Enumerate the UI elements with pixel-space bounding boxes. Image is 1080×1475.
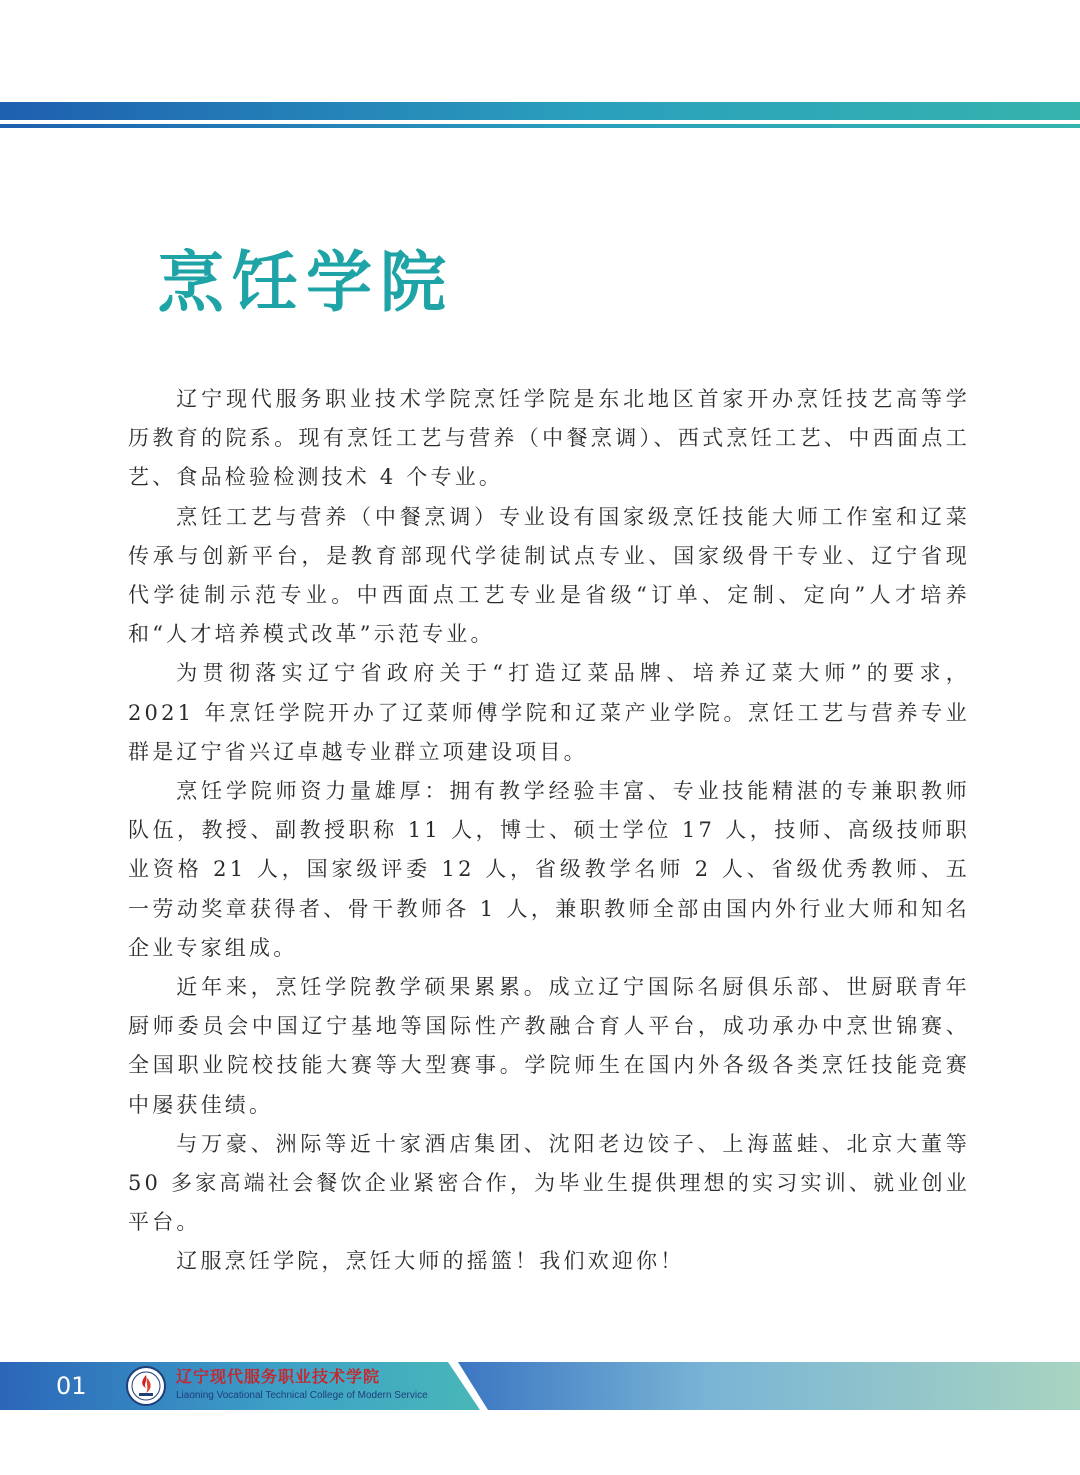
paragraph: 辽服烹饪学院，烹饪大师的摇篮！我们欢迎你！ [176,1249,685,1274]
school-name: 辽宁现代服务职业技术学院 [176,1367,381,1386]
page-title: 烹饪学院 [158,244,454,321]
page-number: 01 [56,1372,87,1400]
paragraph: 近年来，烹饪学院教学硕果累累。成立辽宁国际名厨俱乐部、世厨联青年厨师委员会中国辽宁基地等国际性产教融合育人平台，成功承办中烹世锦赛、全国职业院校技能大赛等大型赛事。学院师生在国内外各级各类烹饪技能竞赛中屡获佳绩。 [128,975,970,1117]
paragraph: 与万豪、洲际等近十家酒店集团、沈阳老边饺子、上海蓝蛙、北京大董等 50 多家高端社会餐饮企业紧密合作，为毕业生提供理想的实习实训、就业创业平台。 [128,1131,970,1235]
footer [0,1362,1080,1410]
footer-band-right [458,1362,1080,1410]
paragraph: 烹饪学院师资力量雄厚：拥有教学经验丰富、专业技能精湛的专兼职教师队伍，教授、副教授职称 11 人，博士、硕士学位 17 人，技师、高级技师职业资格 21 人，国家级评委 12 人，省级教学名师 2 人、省级优秀教师、五一劳动奖章获得者、骨干教师各 1 人，兼职教师全部由国内外行业大师和知名企业专家组成。 [128,779,970,960]
college-emblem-icon [126,1366,166,1406]
header-band [0,102,1080,120]
school-name-english: Liaoning Vocational Technical College of Modern Service [176,1390,428,1401]
header-rule [0,124,1080,128]
paragraph: 为贯彻落实辽宁省政府关于“打造辽菜品牌、培养辽菜大师”的要求，2021 年烹饪学院开办了辽菜师傅学院和辽菜产业学院。烹饪工艺与营养专业群是辽宁省兴辽卓越专业群立项建设项目。 [128,661,970,764]
paragraph: 烹饪工艺与营养（中餐烹调）专业设有国家级烹饪技能大师工作室和辽菜传承与创新平台，是教育部现代学徒制试点专业、国家级骨干专业、辽宁省现代学徒制示范专业。中西面点工艺专业是省级“订单、定制、定向”人才培养和“人才培养模式改革”示范专业。 [128,504,970,647]
paragraph: 辽宁现代服务职业技术学院烹饪学院是东北地区首家开办烹饪技艺高等学历教育的院系。现有烹饪工艺与营养（中餐烹调）、西式烹饪工艺、中西面点工艺、食品检验检测技术 4 个专业。 [128,387,970,490]
body-text [128,380,970,1282]
